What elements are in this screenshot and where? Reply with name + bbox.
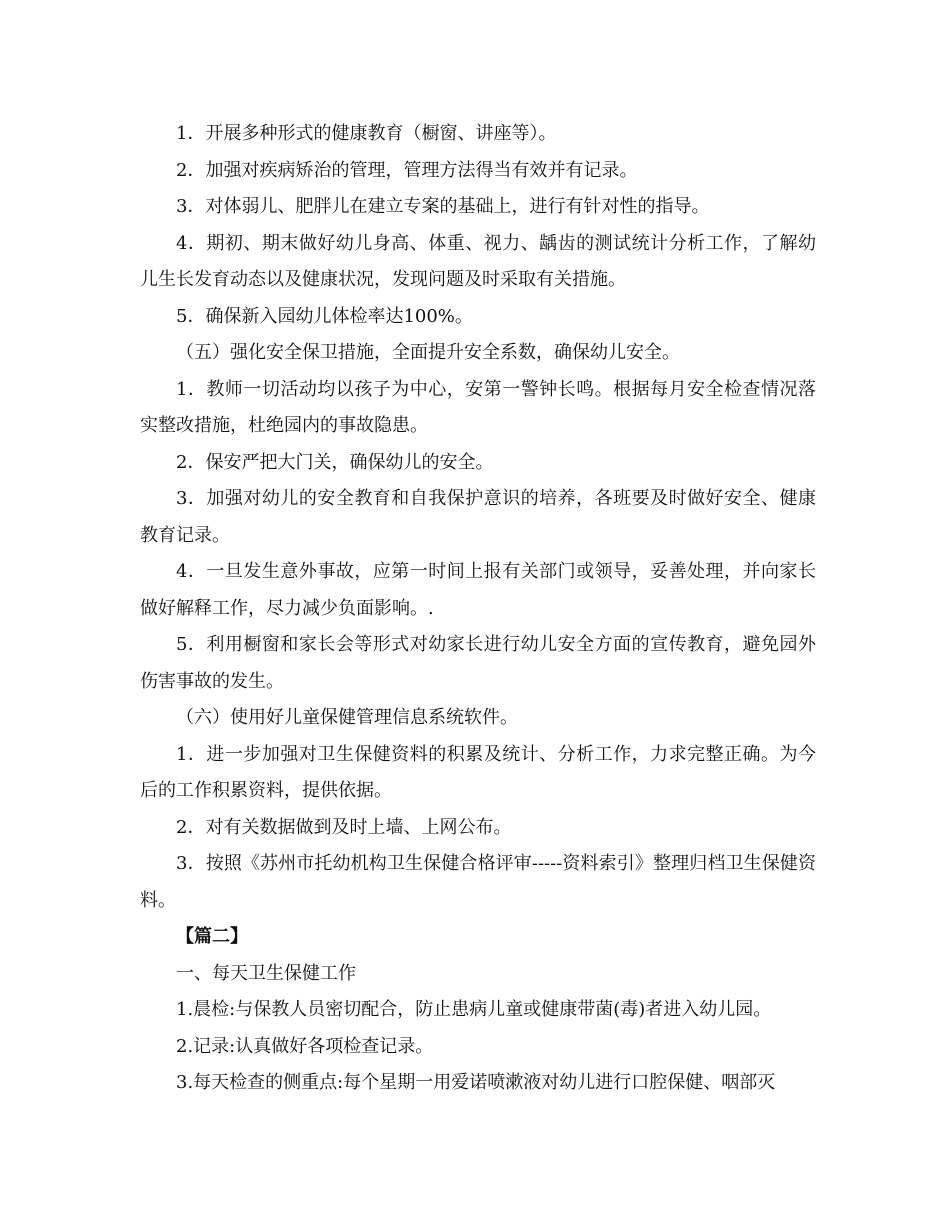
paragraph: 4．一旦发生意外事故，应第一时间上报有关部门或领导，妥善处理，并向家长做好解释工作，尽力减少负面影响。. xyxy=(140,561,816,619)
section-heading: （五）强化安全保卫措施，全面提升安全系数，确保幼儿安全。 xyxy=(176,342,680,363)
paragraph: 3．按照《苏州市托幼机构卫生保健合格评审-----资料索引》整理归档卫生保健资料。 xyxy=(140,853,816,911)
paragraph: 5．利用橱窗和家长会等形式对幼家长进行幼儿安全方面的宣传教育，避免园外伤害事故的发生。 xyxy=(140,634,816,692)
document-body xyxy=(140,116,816,1102)
paragraph: 1．进一步加强对卫生保健资料的积累及统计、分析工作，力求完整正确。为今后的工作积累资料，提供依据。 xyxy=(140,743,816,801)
paragraph: 3．对体弱儿、肥胖儿在建立专案的基础上，进行有针对性的指导。 xyxy=(176,196,710,217)
paragraph: 3.每天检查的侧重点:每个星期一用爱诺喷漱液对幼儿进行口腔保健、咽部灭 xyxy=(176,1072,776,1093)
paragraph: 4．期初、期末做好幼儿身高、体重、视力、龋齿的测试统计分析工作，了解幼儿生长发育动态以及健康状况，发现问题及时采取有关措施。 xyxy=(140,232,816,290)
section-heading: （六）使用好儿童保健管理信息系统软件。 xyxy=(176,707,518,728)
paragraph: 2．加强对疾病矫治的管理，管理方法得当有效并有记录。 xyxy=(176,159,638,181)
part-heading: 【篇二】 xyxy=(176,926,248,947)
paragraph: 2.记录:认真做好各项检查记录。 xyxy=(176,1035,434,1057)
section-heading: 一、每天卫生保健工作 xyxy=(176,962,356,984)
paragraph: 2．对有关数据做到及时上墙、上网公布。 xyxy=(176,816,512,838)
paragraph: 5．确保新入园幼儿体检率达100%。 xyxy=(176,305,473,327)
paragraph: 1．开展多种形式的健康教育（橱窗、讲座等）。 xyxy=(176,123,557,144)
paragraph: 2．保安严把大门关，确保幼儿的安全。 xyxy=(176,451,494,473)
paragraph: 3．加强对幼儿的安全教育和自我保护意识的培养，各班要及时做好安全、健康教育记录。 xyxy=(140,488,816,546)
paragraph: 1．教师一切活动均以孩子为中心，安第一警钟长鸣。根据每月安全检查情况落实整改措施，杜绝园内的事故隐患。 xyxy=(140,378,816,436)
paragraph: 1.晨检:与保教人员密切配合，防止患病儿童或健康带菌(毒)者进入幼儿园。 xyxy=(176,999,772,1020)
